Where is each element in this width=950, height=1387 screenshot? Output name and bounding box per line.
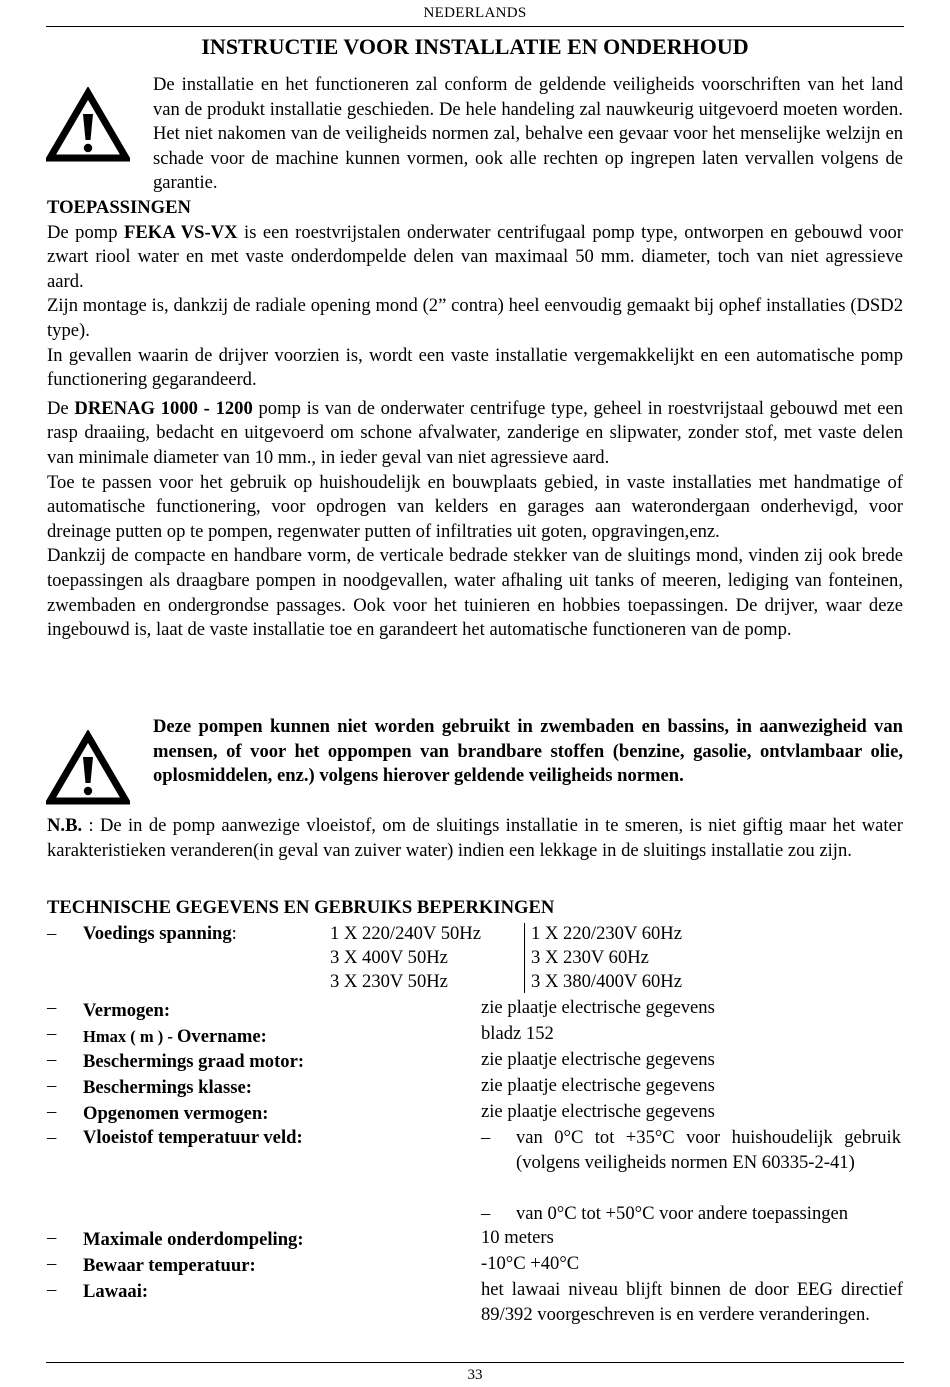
text-run: De pomp <box>47 221 124 243</box>
list-dash: – <box>47 1227 57 1248</box>
intro-paragraph: De installatie en het functioneren zal conform de geldende veiligheids voorschriften van het land van de produkt installatie geschieden. De hele handeling zal nauwkeurig uitgevoerd moeten worden. Het niet nakomen van de veiligheids normen zal, behalve een gevaar voor het menselijke welzijn en schade voor de machine kunnen vormen, ook alle rechten op ingrepen laten vervallen volgens de garantie. <box>153 74 903 194</box>
nb-paragraph <box>47 814 903 863</box>
liquid-temp-text: van 0°C tot +35°C voor huishoudelijk gebruik (volgens veiligheids normen EN 60335-2-41) <box>516 1127 901 1173</box>
mounting-paragraph: Zijn montage is, dankzij de radiale opening mond (2” contra) heel eenvoudig gemaakt bij ophef installaties (DSD2 type). <box>47 295 903 341</box>
spec-value: bladz 152 <box>481 1023 554 1044</box>
voltage-50hz-2: 3 X 400V 50Hz <box>330 947 448 968</box>
text-run: pomp is van de onderwater centrifuge type, geheel in roestvrijstaal gebouwd met een rasp draaiing, bedacht en uitgevoerd om schone afvalwater, zanderige en slipwater, zonder stof, met vaste delen van minimale diameter van 10 mm., in ieder geval van niet agressieve aard. <box>47 397 903 468</box>
warning-icon <box>46 87 130 163</box>
spec-label: Maximale onderdompeling: <box>83 1229 304 1250</box>
list-dash: – <box>47 1101 57 1122</box>
liquid-temp-text: van 0°C tot +50°C voor andere toepassingen <box>516 1203 849 1224</box>
footer-rule <box>46 1362 904 1363</box>
spec-value: het lawaai niveau blijft binnen de door EEG directief 89/392 voorgeschreven is en verdere veranderingen. <box>481 1279 903 1325</box>
spec-value: zie plaatje electrische gegevens <box>481 1101 715 1122</box>
nb-text: : De in de pomp aanwezige vloeistof, om de sluitings installatie in te smeren, is niet giftig maar het water karakteristieken veranderen(in geval van zuiver water) indien een lekkage in de sluitings installatie zou zijn. <box>47 815 903 861</box>
voltage-50hz-3: 3 X 230V 50Hz <box>330 971 448 992</box>
product-name: FEKA VS-VX <box>123 221 238 243</box>
spec-value: -10°C +40°C <box>481 1253 580 1274</box>
voltage-60hz-3: 3 X 380/400V 60Hz <box>531 971 682 992</box>
language-header: NEDERLANDS <box>423 5 527 21</box>
portable-paragraph: Dankzij de compacte en handbare vorm, de verticale bedrade stekker van de sluitings mond, vinden zij ook brede toepassingen als draagbare pompen in noodgevallen, water afhaling uit tanks of meeren, lediging van fonteinen, zwembaden en ondergrondse passages. Ook voor het tuinieren en hobbies toepassingen. De drijver, waar deze ingebouwd is, laat de vaste installatie toe en garandeert het automatische functioneren van de pomp. <box>47 545 903 641</box>
feka-paragraph <box>47 221 903 295</box>
list-dash: – <box>47 1023 57 1044</box>
spec-value: zie plaatje electrische gegevens <box>481 1075 715 1096</box>
spec-label: Vermogen: <box>83 1000 171 1021</box>
list-dash: – <box>47 1127 57 1148</box>
applications-heading: TOEPASSINGEN <box>47 197 191 218</box>
spec-label <box>83 922 237 947</box>
spec-label: Beschermings graad motor: <box>83 1051 305 1072</box>
spec-label: Beschermings klasse: <box>83 1077 252 1098</box>
spec-label: Bewaar temperatuur: <box>83 1255 256 1276</box>
list-dash: – <box>47 1279 57 1300</box>
spec-value: zie plaatje electrische gegevens <box>481 1049 715 1070</box>
list-dash: – <box>47 1075 57 1096</box>
spec-label: Vloeistof temperatuur veld: <box>83 1127 303 1148</box>
float-paragraph: In gevallen waarin de drijver voorzien is, wordt een vaste installatie vergemakkelijkt en een automatische pomp functionering gegarandeerd. <box>47 344 903 391</box>
drenag-paragraph <box>47 397 903 471</box>
voltage-60hz-1: 1 X 220/230V 60Hz <box>531 923 682 944</box>
product-name: DRENAG 1000 - 1200 <box>74 397 253 419</box>
nb-label: N.B. <box>47 815 83 836</box>
spec-label: Lawaai: <box>83 1281 149 1302</box>
text-run: is een roestvrijstalen onderwater centrifugaal pomp type, ontworpen en gebouwd voor zwart riool water en met vaste onderdompelde delen van maximaal 50 mm. diameter, toch van niet agressieve aard. <box>47 221 903 292</box>
spec-value: zie plaatje electrische gegevens <box>481 997 715 1018</box>
list-dash: – <box>47 997 57 1018</box>
spec-label: Opgenomen vermogen: <box>83 1103 269 1124</box>
page-title: INSTRUCTIE VOOR INSTALLATIE EN ONDERHOUD <box>201 34 749 59</box>
voltage-50hz-1: 1 X 220/240V 50Hz <box>330 923 481 944</box>
pool-warning-paragraph: Deze pompen kunnen niet worden gebruikt in zwembaden en bassins, in aanwezigheid van mensen, of voor het oppompen van brandbare stoffen (benzine, gasolie, ontvlambaar olie, oplosmiddelen, enz.) volgens hierover geldende veiligheids normen. <box>153 716 903 787</box>
tech-heading: TECHNISCHE GEGEVENS EN GEBRUIKS BEPERKINGEN <box>47 897 555 918</box>
list-dash: – <box>47 1253 57 1274</box>
label-text: Overname: <box>176 1026 267 1047</box>
page-number: 33 <box>467 1367 483 1383</box>
label-prefix: Hmax ( m ) - <box>83 1027 177 1046</box>
usage-paragraph: Toe te passen voor het gebruik op huishoudelijk en bouwplaats gebied, in vaste installaties met handmatige of automatische functionering, voor opdrogen van kelders en garages aan waterondergaan onderhevigd, voor dreinage putten op te pompen, regenwater putten of infiltraties uit goten, opgravingen,enz. <box>47 471 903 542</box>
spec-value: 10 meters <box>481 1227 554 1248</box>
list-dash: – <box>47 923 57 944</box>
label-colon: : <box>231 923 237 944</box>
applications-section <box>47 196 903 643</box>
list-dash: – <box>481 1127 491 1148</box>
voltage-60hz-2: 3 X 230V 60Hz <box>531 947 649 968</box>
header-rule <box>46 26 904 27</box>
label-text: Voedings spanning <box>83 923 232 944</box>
voltage-column-divider <box>524 923 525 993</box>
warning-icon <box>46 730 130 806</box>
list-dash: – <box>47 1049 57 1070</box>
text-run: De <box>47 397 75 419</box>
spec-label <box>83 1025 267 1050</box>
list-dash: – <box>481 1203 491 1224</box>
